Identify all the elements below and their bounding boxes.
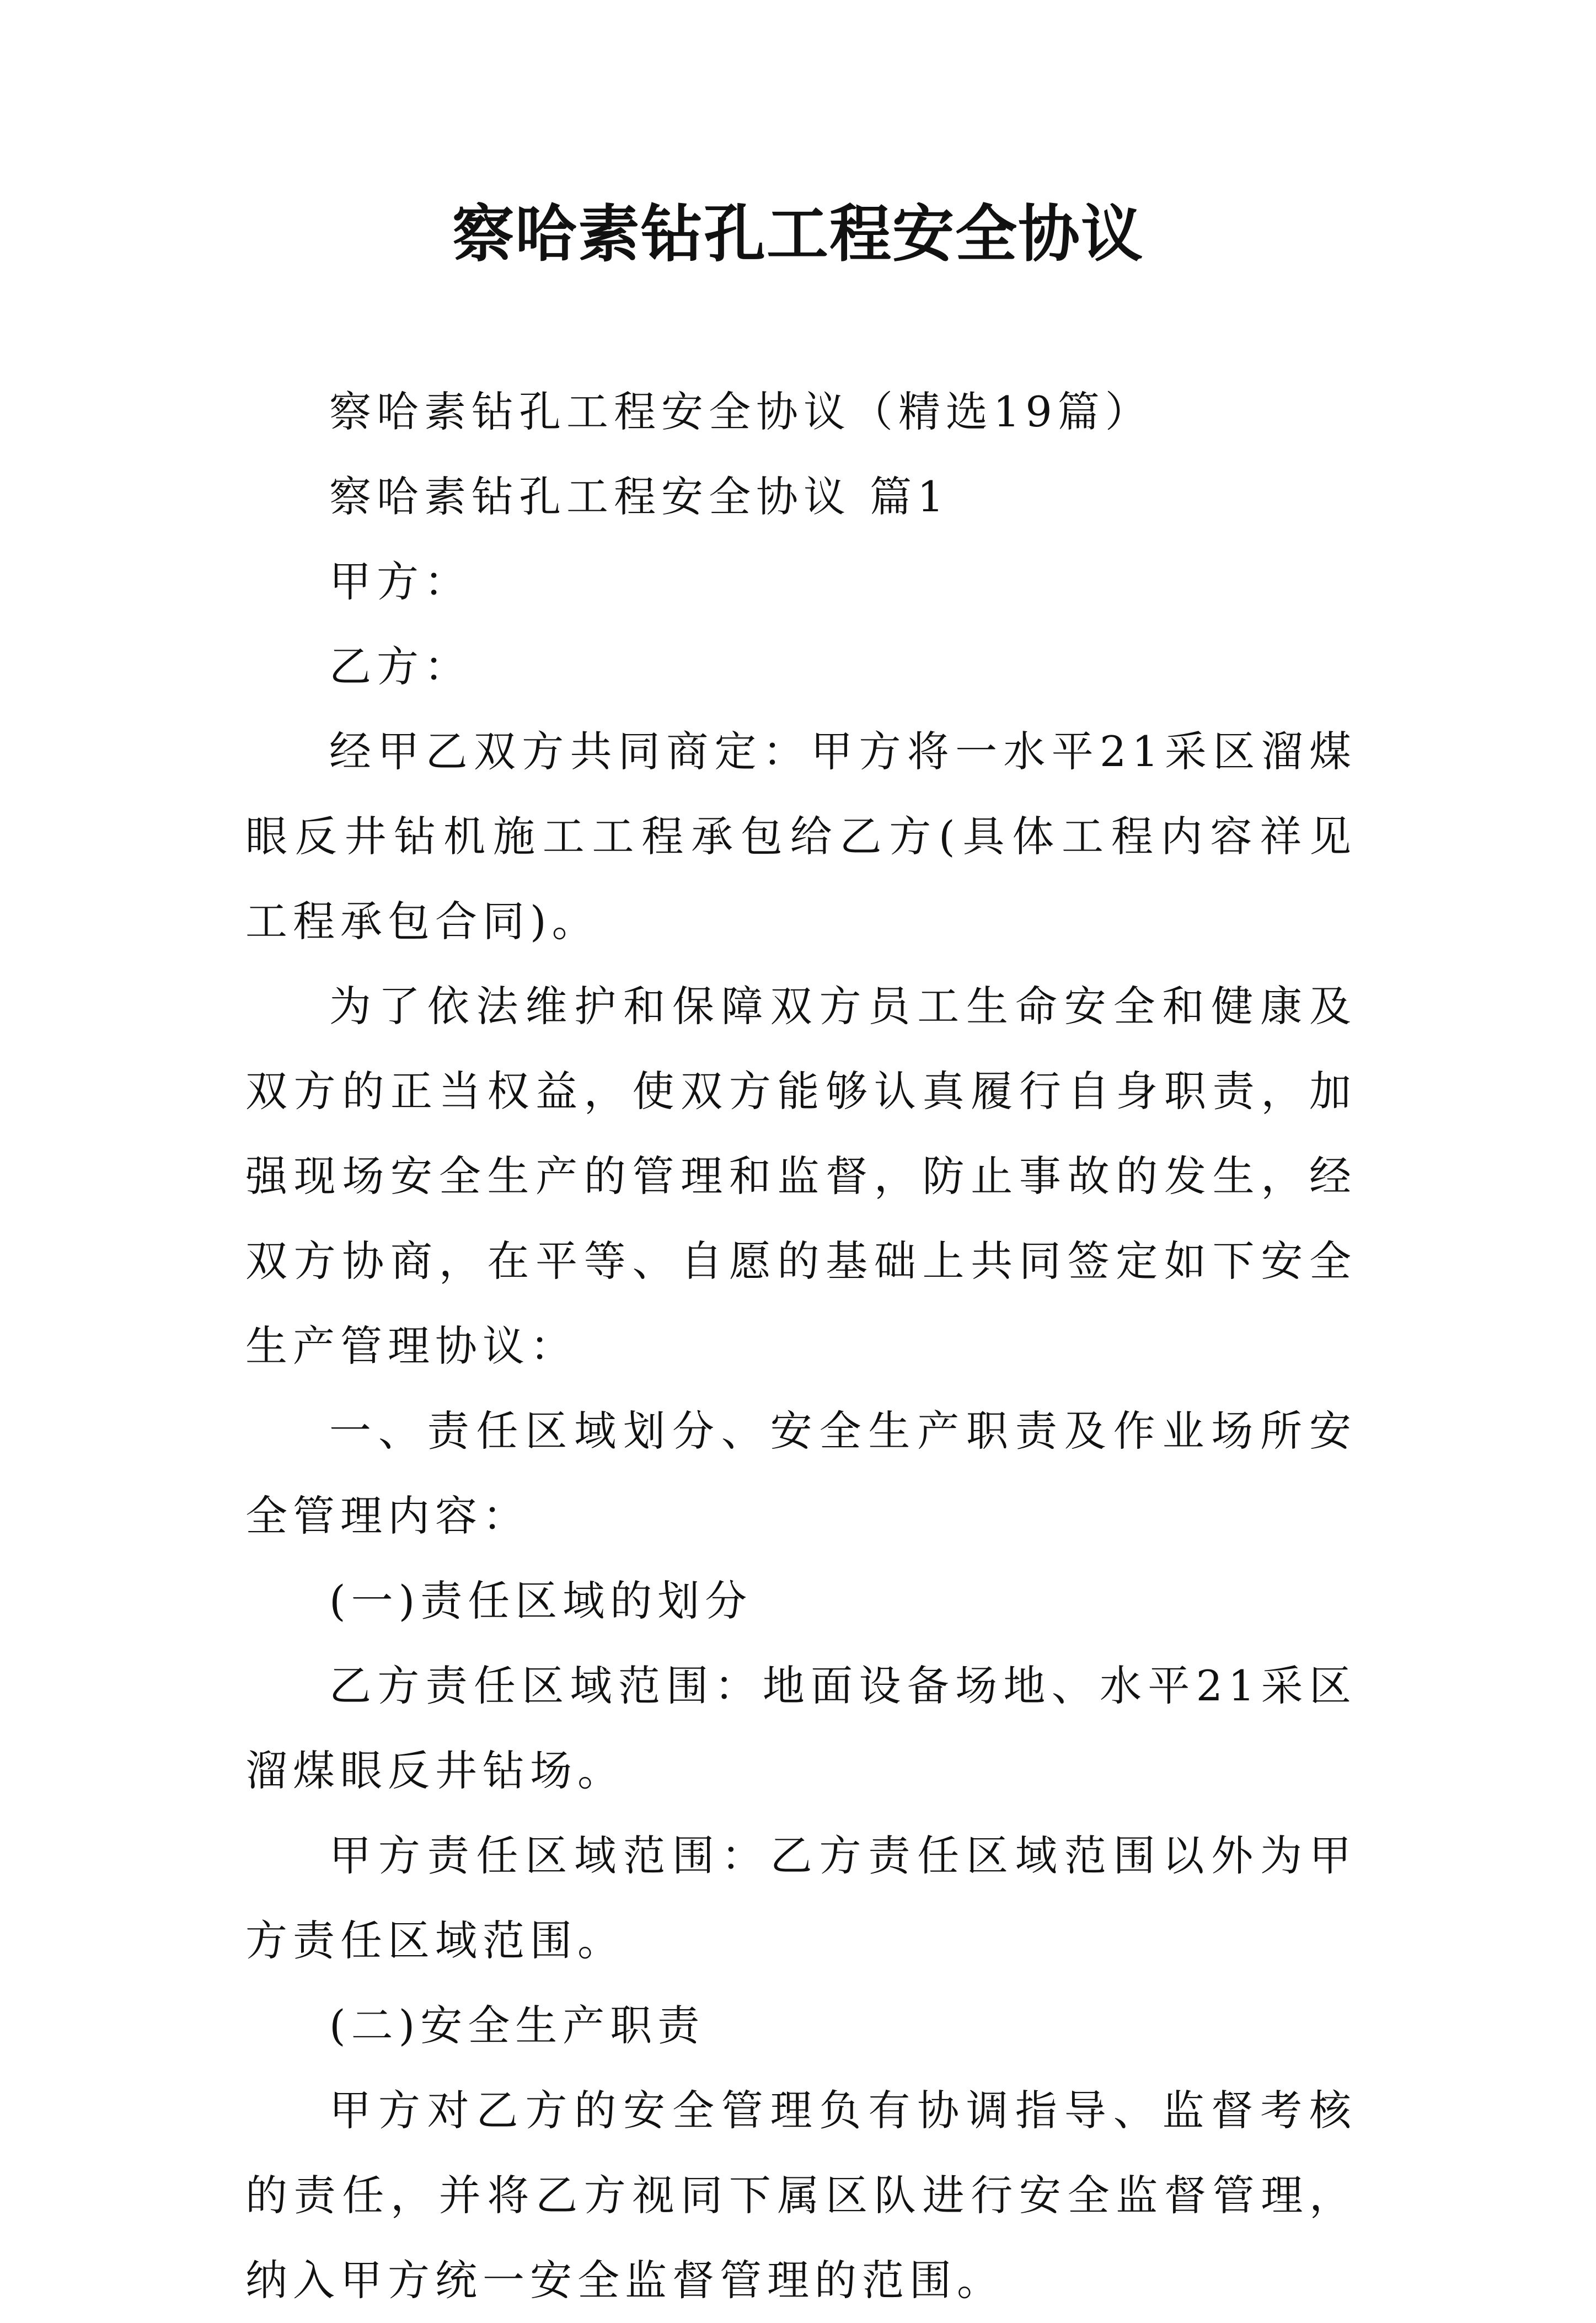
body-paragraph: 甲方对乙方的安全管理负有协调指导、监督考核的责任，并将乙方视同下属区队进行安全监督管理，纳入甲方统一安全监督管理的范围。 <box>245 2086 1357 2305</box>
party-b-label: 乙方： <box>329 642 472 691</box>
body-paragraph: 乙方责任区域范围：地面设备场地、水平21采区溜煤眼反井钻场。 <box>245 1661 1357 1795</box>
subtitle-paragraph: 察哈素钻孔工程安全协议（精选19篇） <box>329 387 1153 436</box>
body-paragraph: 甲方责任区域范围：乙方责任区域范围以外为甲方责任区域范围。 <box>245 1831 1357 1965</box>
document-title: 察哈素钻孔工程安全协议 <box>452 198 1144 270</box>
body-paragraph: 为了依法维护和保障双方员工生命安全和健康及双方的正当权益，使双方能够认真履行自身职责，加强现场安全生产的管理和监督，防止事故的发生，经双方协商，在平等、自愿的基础上共同签定如下安全生产管理协议： <box>245 982 1357 1371</box>
document-body <box>245 370 1357 2323</box>
body-paragraph: 一、责任区域划分、安全生产职责及作业场所安全管理内容： <box>245 1406 1357 1540</box>
section-heading-paragraph: 察哈素钻孔工程安全协议 篇1 <box>329 472 950 521</box>
subsection-heading: (二)安全生产职责 <box>329 2001 705 2050</box>
body-paragraph: 经甲乙双方共同商定：甲方将一水平21采区溜煤眼反井钻机施工工程承包给乙方(具体工程内容祥见工程承包合同)。 <box>245 727 1357 946</box>
party-a-label: 甲方： <box>329 557 472 606</box>
subsection-heading: (一)责任区域的划分 <box>329 1576 753 1625</box>
